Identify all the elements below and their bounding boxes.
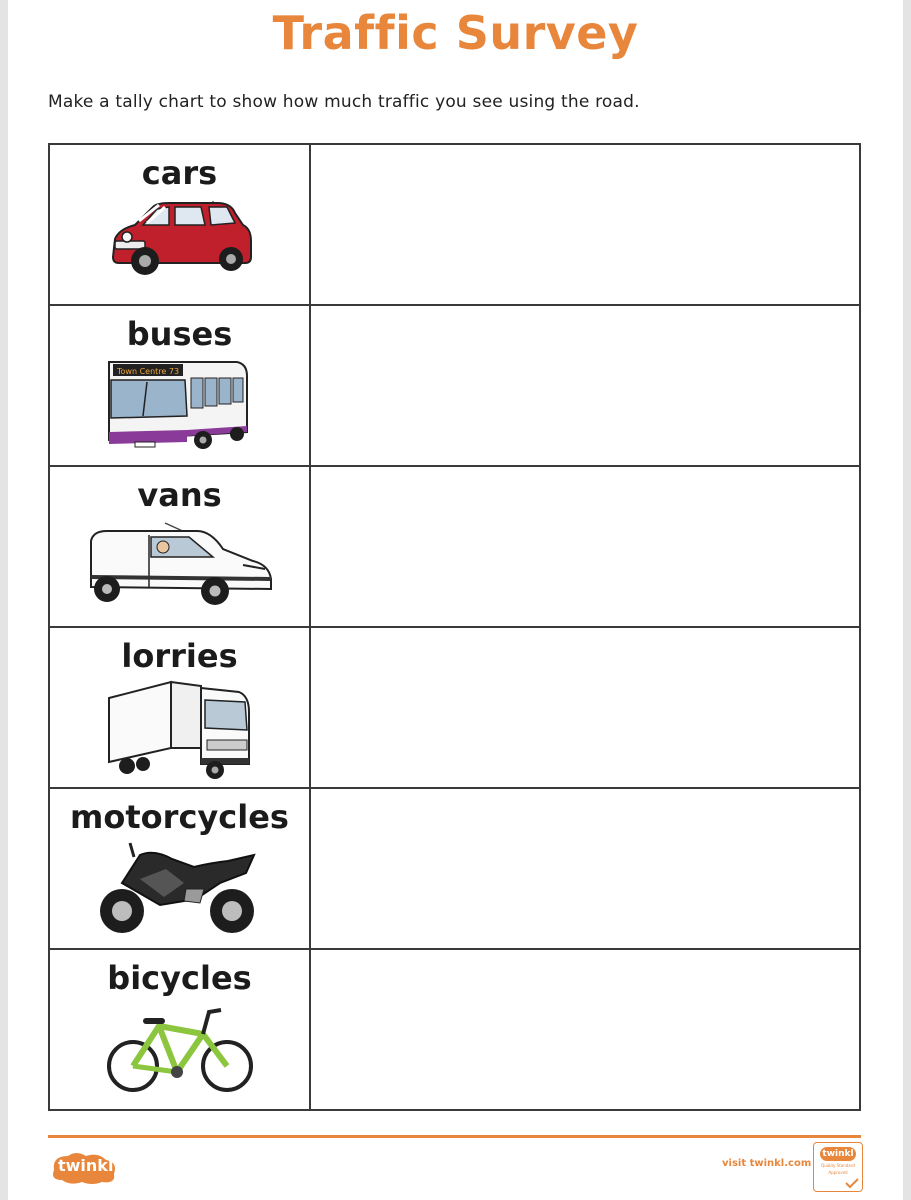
twinkl-logo-text: twinkl bbox=[58, 1156, 114, 1175]
bicycle-icon bbox=[105, 1000, 255, 1098]
vehicle-label: bicycles bbox=[107, 959, 252, 997]
vehicle-label: vans bbox=[137, 476, 222, 514]
badge-line: Approved bbox=[828, 1170, 848, 1175]
table-row bbox=[49, 466, 860, 627]
quality-badge bbox=[813, 1142, 863, 1192]
vehicle-cell-buses bbox=[49, 305, 310, 466]
tally-chart-table bbox=[48, 143, 861, 1111]
tally-cell-motorcycles[interactable] bbox=[310, 788, 860, 949]
vehicle-cell-lorries bbox=[49, 627, 310, 788]
table-row bbox=[49, 305, 860, 466]
bus-destination-sign: Town Centre 73 bbox=[116, 367, 179, 376]
table-row bbox=[49, 144, 860, 305]
badge-line: Quality Standard bbox=[821, 1163, 855, 1168]
vehicle-cell-cars bbox=[49, 144, 310, 305]
table-row bbox=[49, 949, 860, 1110]
badge-title: twinkl bbox=[820, 1147, 856, 1161]
tally-cell-vans[interactable] bbox=[310, 466, 860, 627]
table-row bbox=[49, 788, 860, 949]
footer-divider bbox=[48, 1135, 861, 1138]
vehicle-cell-motorcycles bbox=[49, 788, 310, 949]
vehicle-label: lorries bbox=[121, 637, 238, 675]
page-title: Traffic Survey bbox=[272, 6, 639, 60]
lorry-icon bbox=[105, 678, 255, 782]
vehicle-label: buses bbox=[126, 315, 233, 353]
visit-link[interactable]: visit twinkl.com bbox=[722, 1158, 812, 1169]
table-row bbox=[49, 627, 860, 788]
red-car-icon bbox=[105, 195, 255, 283]
vehicle-label: motorcycles bbox=[70, 798, 289, 836]
tally-cell-cars[interactable] bbox=[310, 144, 860, 305]
tally-cell-buses[interactable] bbox=[310, 305, 860, 466]
tally-cell-lorries[interactable] bbox=[310, 627, 860, 788]
instructions-text: Make a tally chart to show how much traffic you see using the road. bbox=[48, 92, 640, 112]
bus-icon bbox=[105, 356, 255, 454]
vehicle-cell-bicycles bbox=[49, 949, 310, 1110]
white-van-icon bbox=[85, 517, 275, 609]
vehicle-label: cars bbox=[141, 154, 218, 192]
tally-cell-bicycles[interactable] bbox=[310, 949, 860, 1110]
motorcycle-icon bbox=[100, 839, 260, 937]
vehicle-cell-vans bbox=[49, 466, 310, 627]
checkmark-icon bbox=[844, 1177, 860, 1189]
